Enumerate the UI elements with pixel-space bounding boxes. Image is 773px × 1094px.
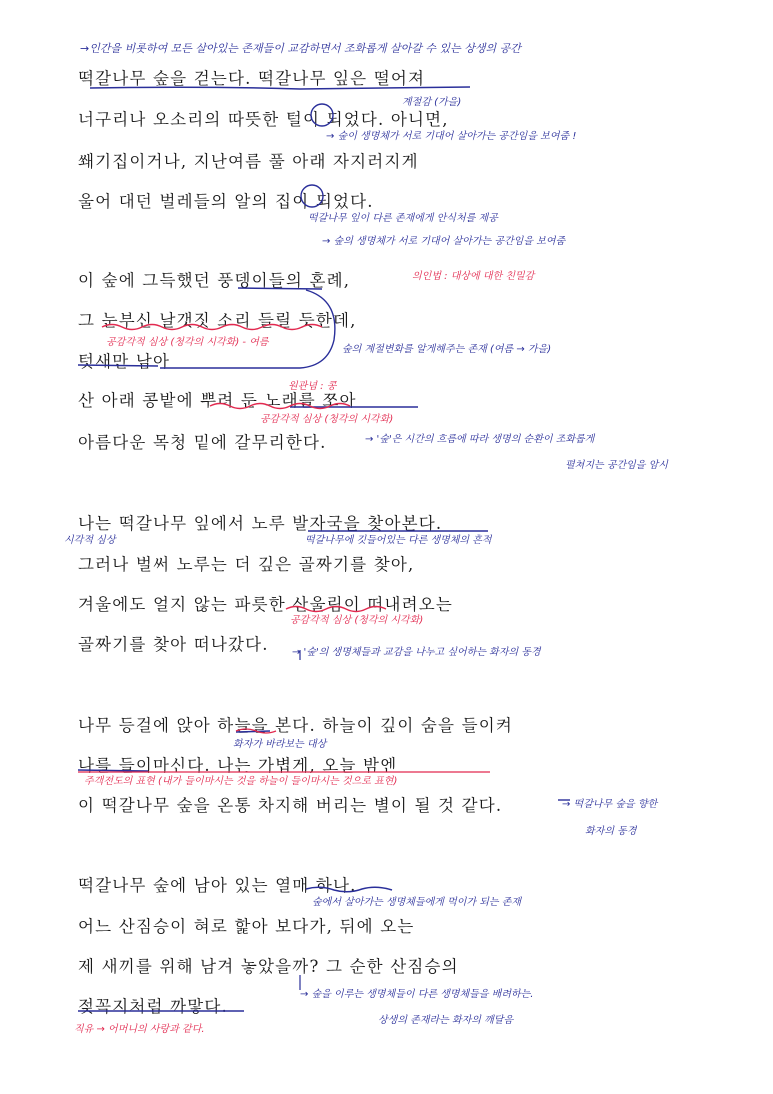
annotation-subject-object: 주객전도의 표현 (내가 들이마시는 것을 하늘이 들이마시는 것으로 표현) [84, 776, 398, 787]
annotation-theme: →인간을 비롯하여 모든 살아있는 존재들이 교감하면서 조화롭게 살아갈 수 있는 상생의 공간 [80, 42, 521, 55]
blue-underline [238, 288, 322, 289]
annotation-theme-time: → '숲'은 시간의 흐름에 따라 생명의 순환이 조화롭게 [365, 434, 595, 445]
red-underline [102, 325, 322, 330]
poem-line: 제 새끼를 위해 남겨 놓았을까? 그 순한 산짐승의 [78, 957, 459, 976]
poem-line: 텃새만 남아 [78, 352, 171, 371]
annotation-theme-time: 펼쳐지는 공간임을 암시 [565, 460, 668, 471]
poem-line: 산 아래 콩밭에 뿌려 둔 노래를 쪼아 [78, 391, 357, 410]
annotation-visual: 시각적 심상 [64, 535, 116, 546]
poem-line: 그 눈부신 날갯짓 소리 들릴 듯한데, [78, 311, 357, 330]
annotation-consider: → 숲을 이루는 생명체들이 다른 생명체들을 배려하는. [300, 989, 534, 1000]
poem-line: 울어 대던 벌레들의 알의 집이 되었다. [78, 192, 374, 211]
blue-underline [236, 731, 270, 732]
annotation-synesthesia: 공감각적 심상 (청각의 시각화) [290, 615, 424, 626]
annotation-deer-trace: 떡갈나무에 깃들어있는 다른 생명체의 흔적 [305, 535, 492, 546]
annotation-season-change: 숲의 계절변화를 알게해주는 존재 (여름 → 가을) [342, 344, 552, 355]
poem-line: 나무 등걸에 앉아 하늘을 본다. 하늘이 깊이 숨을 들이켜 [78, 716, 514, 735]
blue-underline [78, 770, 148, 771]
blue-underline [90, 87, 470, 89]
poem-line: 겨울에도 얼지 않는 파릇한 산울림이 떠내려오는 [78, 595, 454, 614]
poem-line: 어느 산짐승이 혀로 핥아 보다가, 뒤에 오는 [78, 917, 415, 936]
red-underline [286, 607, 386, 612]
annotation-season: 계절감 (가을) [402, 97, 462, 108]
circle-mark [311, 104, 333, 126]
poem-line: 이 떡갈나무 숲을 온통 차지해 버리는 별이 될 것 같다. [78, 796, 503, 815]
blue-underline [306, 887, 392, 892]
annotation-longing-forest: → 떡갈나무 숲을 향한 [562, 799, 658, 810]
circle-mark [301, 185, 323, 207]
annotation-synesthesia: 공감각적 심상 (청각의 시각화) [260, 414, 394, 425]
poem-line: 떡갈나무 숲에 남아 있는 열매 하나. [78, 876, 357, 895]
poem-line: 이 숲에 그득했던 풍뎅이들의 혼례, [78, 271, 351, 290]
annotation-metaphor: 원관념 : 콩 [288, 381, 337, 392]
annotation-personification: 의인법 : 대상에 대한 친밀감 [412, 271, 535, 282]
annotation-consider: 상생의 존재라는 화자의 깨달음 [378, 1015, 514, 1026]
annotation-forest-space: → 숲의 생명체가 서로 기대어 살아가는 공간임을 보여줌 [322, 236, 566, 247]
annotation-longing: → '숲'의 생명체들과 교감을 나누고 싶어하는 화자의 동경 [292, 647, 541, 658]
annotation-fruit: 숲에서 살아가는 생명체들에게 먹이가 되는 존재 [312, 897, 522, 908]
annotation-oak-leaf: 떡갈나무 잎이 다른 존재에게 안식처를 제공 [308, 213, 498, 224]
poem-line: 골짜기를 찾아 떠나갔다. [78, 635, 269, 654]
poem-line: 너구리나 오소리의 따뜻한 털이 되었다. 아니면, [78, 110, 449, 129]
poem-line: 떡갈나무 숲을 걷는다. 떡갈나무 잎은 떨어져 [78, 69, 426, 88]
annotation-synesthesia: 공감각적 심상 (청각의 시각화) - 여름 [106, 337, 269, 348]
poem-line: 젖꼭지처럼 까맣다. [78, 997, 229, 1016]
poem-line: 나는 떡갈나무 잎에서 노루 발자국을 찾아본다. [78, 514, 443, 533]
poem-line: 아름다운 목청 밑에 갈무리한다. [78, 433, 327, 452]
poem-line: 쐐기집이거나, 지난여름 풀 아래 자지러지게 [78, 152, 419, 171]
poem-line: 나를 들이마신다. 나는 가볍게, 오늘 밤엔 [78, 756, 398, 775]
annotation-simile: 직유 → 어머니의 사랑과 같다. [74, 1024, 205, 1035]
poem-line: 그러나 벌써 노루는 더 깊은 골짜기를 찾아, [78, 555, 415, 574]
annotation-forest-space: → 숲이 생명체가 서로 기대어 살아가는 공간임을 보여줌 ! [326, 131, 577, 142]
annotation-longing-forest: 화자의 동경 [585, 826, 637, 837]
blue-underline [78, 365, 158, 366]
annotation-sky: 화자가 바라보는 대상 [233, 739, 327, 750]
